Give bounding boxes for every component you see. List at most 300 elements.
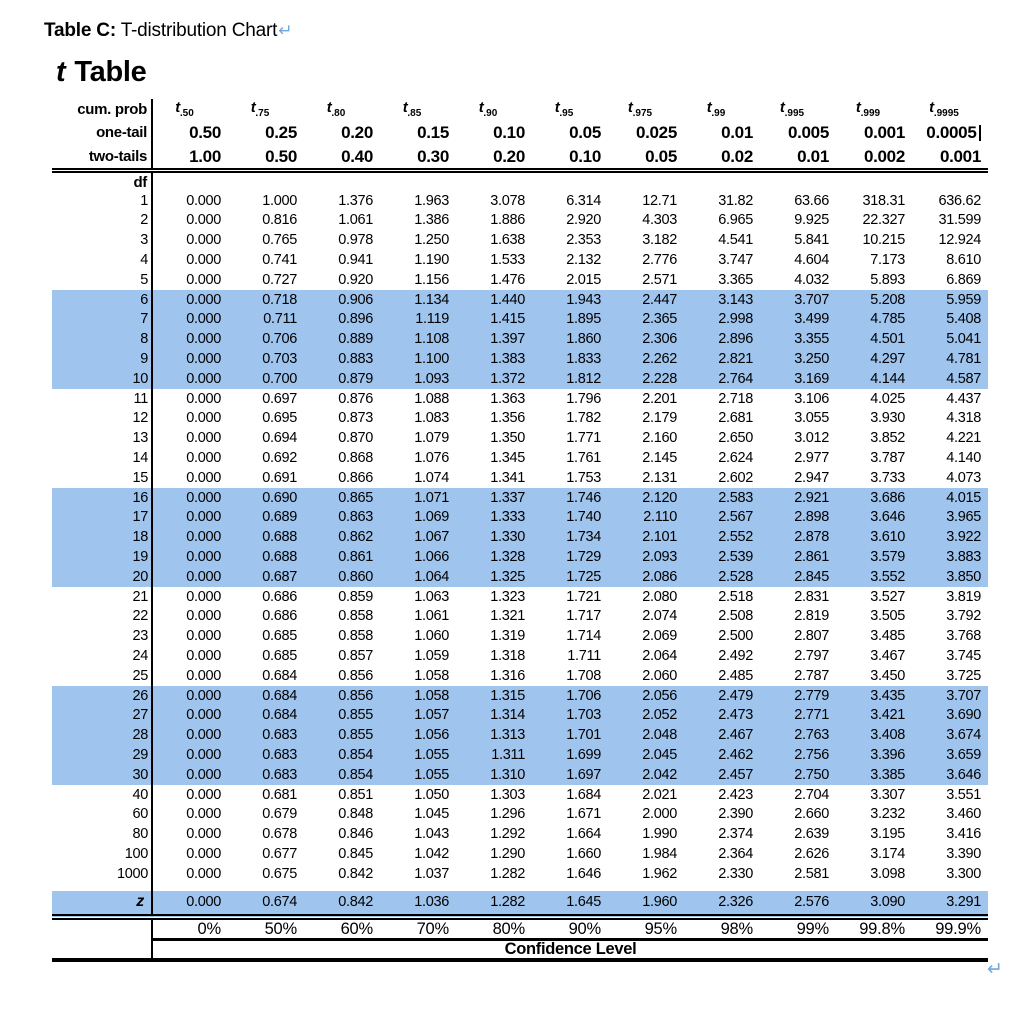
t-value-cell: 0.685	[262, 628, 297, 645]
percent-value: 98%	[684, 917, 760, 940]
empty-cell	[836, 884, 912, 891]
t-value-cell: 7.173	[870, 252, 905, 269]
t-value-cell: 1.134	[380, 290, 456, 310]
t-value-cell: 1.093	[380, 369, 456, 389]
t-value-cell: 0.000	[152, 547, 228, 567]
df-cell: 3	[52, 231, 152, 251]
confidence-row-spacer	[52, 940, 152, 960]
t-value-cell: 0.868	[338, 450, 373, 466]
one-tail-value: 0.05	[569, 123, 601, 142]
t-value-cell: 2.660	[794, 806, 829, 823]
t-column-header	[532, 99, 608, 120]
percent-value: 70%	[380, 917, 456, 940]
t-value-cell: 2.626	[794, 845, 829, 862]
table-row	[52, 745, 988, 765]
t-value-cell: 1.066	[380, 547, 456, 567]
one-tail-value: 0.50	[189, 123, 221, 142]
t-value-cell: 2.306	[608, 330, 684, 350]
t-value-cell: 0.703	[228, 349, 304, 369]
t-value-cell: 3.078	[490, 192, 525, 209]
t-value-cell: 4.073	[946, 469, 981, 486]
t-value-cell: 2.201	[642, 390, 677, 407]
df-cell: 23	[52, 627, 152, 647]
t-value-cell: 0.883	[304, 349, 380, 369]
t-value-cell: 0.000	[186, 252, 221, 269]
percent-value: 99.8%	[836, 917, 912, 940]
t-value-cell: 0.694	[262, 430, 297, 447]
t-value-cell: 0.000	[186, 192, 221, 209]
t-column-header	[152, 99, 228, 120]
t-value-cell: 1.708	[566, 667, 601, 684]
t-subscript: .75	[255, 108, 270, 119]
df-cell: 25	[52, 666, 152, 686]
t-value-cell: 1.440	[456, 290, 532, 310]
t-symbol: t	[175, 99, 180, 116]
t-value-cell: 0.683	[228, 745, 304, 765]
t-value-cell: 3.416	[946, 826, 981, 843]
percent-value: 60%	[304, 917, 380, 940]
t-value-cell: 3.852	[870, 430, 905, 447]
t-value-cell: 2.500	[718, 628, 753, 645]
table-row	[52, 686, 988, 706]
t-value-cell: 2.423	[718, 786, 753, 803]
t-value-cell: 1.316	[490, 667, 525, 684]
empty-cell	[912, 884, 988, 891]
df-cell: 22	[52, 607, 152, 627]
df-cell: 20	[52, 567, 152, 587]
df-cell: 30	[52, 765, 152, 785]
t-value-cell: 2.365	[608, 310, 684, 330]
t-value-cell: 0.683	[228, 726, 304, 746]
t-value-cell: 3.747	[718, 252, 753, 269]
z-value-cell: 0.842	[304, 891, 380, 917]
t-value-cell: 1.363	[490, 390, 525, 407]
one-tail-value: 0.20	[341, 123, 373, 142]
spacer-cell	[52, 884, 152, 891]
df-cell: 60	[52, 805, 152, 825]
t-value-cell: 3.467	[870, 647, 905, 664]
t-value-cell: 2.797	[794, 647, 829, 664]
t-value-cell: 1.037	[414, 865, 449, 882]
t-value-cell: 2.021	[642, 786, 677, 803]
t-value-cell: 2.718	[718, 390, 753, 407]
t-value-cell: 0.681	[262, 786, 297, 803]
one-tail-value: 0.01	[721, 123, 753, 142]
t-column-header	[836, 99, 912, 120]
t-value-cell: 3.527	[870, 588, 905, 605]
t-subscript: .85	[407, 108, 422, 119]
t-value-cell: 3.390	[946, 845, 981, 862]
table-row	[52, 547, 988, 567]
t-value-cell: 0.688	[228, 528, 304, 548]
table-heading-t: t	[56, 56, 66, 88]
t-value-cell: 1.000	[262, 192, 297, 209]
t-value-cell: 1.729	[532, 547, 608, 567]
t-value-cell: 0.861	[304, 547, 380, 567]
two-tails-value: 0.001	[912, 145, 988, 170]
t-value-cell: 1.067	[380, 528, 456, 548]
t-value-cell: 3.733	[870, 469, 905, 486]
t-subscript: .50	[179, 108, 194, 119]
t-value-cell: 2.898	[760, 508, 836, 528]
t-value-cell: 0.863	[304, 508, 380, 528]
t-value-cell: 2.069	[642, 628, 677, 645]
t-subscript: .90	[483, 108, 498, 119]
t-value-cell: 636.62	[938, 192, 981, 209]
df-cell: 12	[52, 409, 152, 429]
t-value-cell: 3.579	[836, 547, 912, 567]
table-row	[52, 785, 988, 805]
t-value-cell: 3.725	[946, 667, 981, 684]
t-value-cell: 2.131	[642, 469, 677, 486]
t-value-cell: 3.674	[912, 726, 988, 746]
t-value-cell: 1.962	[642, 865, 677, 882]
t-value-cell: 0.848	[338, 806, 373, 823]
t-value-cell: 0.684	[228, 706, 304, 726]
t-value-cell: 1.310	[456, 765, 532, 785]
t-value-cell: 4.604	[794, 252, 829, 269]
t-value-cell: 2.947	[794, 469, 829, 486]
t-value-cell: 3.174	[870, 845, 905, 862]
t-value-cell: 2.060	[642, 667, 677, 684]
t-value-cell: 2.056	[608, 686, 684, 706]
t-value-cell: 0.000	[186, 845, 221, 862]
t-value-cell: 2.462	[684, 745, 760, 765]
t-value-cell: 0.685	[262, 647, 297, 664]
t-value-cell: 3.552	[836, 567, 912, 587]
t-value-cell: 1.812	[532, 369, 608, 389]
t-value-cell: 2.042	[608, 765, 684, 785]
t-value-cell: 1.058	[414, 667, 449, 684]
t-value-cell: 1.290	[490, 845, 525, 862]
t-value-cell: 1.833	[532, 349, 608, 369]
t-value-cell: 1.108	[380, 330, 456, 350]
t-value-cell: 0.846	[338, 826, 373, 843]
t-subscript: .80	[331, 108, 346, 119]
t-value-cell: 1.746	[532, 488, 608, 508]
table-row	[52, 488, 988, 508]
t-value-cell: 0.858	[338, 608, 373, 625]
table-row	[52, 191, 988, 211]
t-value-cell: 2.179	[642, 410, 677, 427]
t-value-cell: 2.807	[794, 628, 829, 645]
t-value-cell: 3.460	[946, 806, 981, 823]
t-subscript: .975	[632, 108, 653, 119]
t-value-cell: 2.771	[760, 706, 836, 726]
two-tails-value: 0.02	[684, 145, 760, 170]
t-column-header	[684, 99, 760, 120]
table-row	[52, 330, 988, 350]
t-value-cell: 1.943	[532, 290, 608, 310]
t-value-cell: 1.119	[380, 310, 456, 330]
t-value-cell: 0.700	[228, 369, 304, 389]
confidence-row	[52, 940, 988, 960]
z-value-cell: 2.576	[760, 891, 836, 917]
t-value-cell: 3.169	[760, 369, 836, 389]
t-value-cell: 1.341	[490, 469, 525, 486]
t-value-cell: 3.883	[912, 547, 988, 567]
t-value-cell: 1.397	[456, 330, 532, 350]
t-value-cell: 4.318	[946, 410, 981, 427]
t-value-cell: 1.895	[532, 310, 608, 330]
two-tails-value: 0.01	[760, 145, 836, 170]
t-value-cell: 2.750	[760, 765, 836, 785]
t-value-cell: 0.697	[262, 390, 297, 407]
df-cell: 11	[52, 389, 152, 409]
percent-value: 0%	[152, 917, 228, 940]
t-value-cell: 1.328	[456, 547, 532, 567]
t-value-cell: 1.055	[380, 745, 456, 765]
t-value-cell: 3.499	[760, 310, 836, 330]
t-value-cell: 1.079	[414, 430, 449, 447]
t-value-cell: 0.000	[186, 271, 221, 288]
t-value-cell: 3.768	[946, 628, 981, 645]
t-value-cell: 2.080	[642, 588, 677, 605]
t-value-cell: 2.145	[642, 450, 677, 466]
t-value-cell: 3.396	[836, 745, 912, 765]
t-value-cell: 3.012	[794, 430, 829, 447]
t-value-cell: 12.924	[938, 232, 981, 249]
t-value-cell: 0.000	[152, 488, 228, 508]
t-value-cell: 0.865	[304, 488, 380, 508]
t-symbol: t	[855, 99, 861, 116]
t-value-cell: 2.878	[760, 528, 836, 548]
t-value-cell: 3.792	[946, 608, 981, 625]
empty-cell	[380, 884, 456, 891]
percent-value: 90%	[532, 917, 608, 940]
t-value-cell: 2.457	[684, 765, 760, 785]
t-value-cell: 3.300	[946, 865, 981, 882]
t-value-cell: 3.646	[836, 508, 912, 528]
t-value-cell: 2.763	[760, 726, 836, 746]
z-label: z	[52, 891, 152, 917]
t-value-cell: 0.727	[262, 271, 297, 288]
t-column-header	[760, 99, 836, 120]
t-value-cell: 2.093	[608, 547, 684, 567]
t-value-cell: 1.714	[566, 628, 601, 645]
t-value-cell: 1.058	[380, 686, 456, 706]
t-value-cell: 0.856	[338, 667, 373, 684]
t-value-cell: 1.383	[456, 349, 532, 369]
t-value-cell: 0.851	[338, 786, 373, 803]
t-value-cell: 2.650	[718, 430, 753, 447]
t-value-cell: 2.390	[718, 806, 753, 823]
t-subscript: .999	[860, 108, 881, 119]
t-value-cell: 2.921	[760, 488, 836, 508]
t-value-cell: 0.873	[338, 410, 373, 427]
t-value-cell: 0.711	[228, 310, 304, 330]
t-column-header	[912, 99, 988, 120]
percent-value: 99.9%	[912, 917, 988, 940]
t-value-cell: 0.000	[152, 349, 228, 369]
t-value-cell: 5.041	[912, 330, 988, 350]
t-value-cell: 1.250	[414, 232, 449, 249]
t-value-cell: 1.050	[414, 786, 449, 803]
t-value-cell: 0.000	[152, 765, 228, 785]
t-value-cell: 3.055	[794, 410, 829, 427]
t-value-cell: 3.690	[912, 706, 988, 726]
t-value-cell: 5.959	[912, 290, 988, 310]
df-cell: 2	[52, 211, 152, 231]
t-value-cell: 1.064	[380, 567, 456, 587]
t-value-cell: 0.941	[338, 252, 373, 269]
one-tail-value: 0.025	[635, 123, 677, 142]
t-value-cell: 0.741	[262, 252, 297, 269]
t-value-cell: 1.303	[490, 786, 525, 803]
table-row	[52, 508, 988, 528]
t-value-cell: 0.870	[338, 430, 373, 447]
t-value-cell: 9.925	[794, 212, 829, 229]
t-value-cell: 1.325	[456, 567, 532, 587]
t-value-cell: 1.296	[490, 806, 525, 823]
t-value-cell: 4.303	[642, 212, 677, 229]
t-value-cell: 2.000	[642, 806, 677, 823]
t-value-cell: 0.000	[152, 745, 228, 765]
table-row	[52, 448, 988, 468]
t-value-cell: 2.764	[684, 369, 760, 389]
t-value-cell: 0.842	[338, 865, 373, 882]
t-value-cell: 2.045	[608, 745, 684, 765]
t-value-cell: 1.664	[566, 826, 601, 843]
t-value-cell: 1.782	[566, 410, 601, 427]
t-value-cell: 1.088	[414, 390, 449, 407]
one-tail-label: one-tail	[52, 120, 152, 145]
t-value-cell: 2.015	[566, 271, 601, 288]
t-value-cell: 2.896	[684, 330, 760, 350]
t-value-cell: 2.787	[794, 667, 829, 684]
t-symbol: t	[326, 99, 332, 116]
t-value-cell: 1.043	[414, 826, 449, 843]
t-value-cell: 0.000	[186, 826, 221, 843]
t-value-cell: 2.819	[794, 608, 829, 625]
t-value-cell: 0.000	[152, 706, 228, 726]
t-value-cell: 2.467	[684, 726, 760, 746]
table-row	[52, 369, 988, 389]
t-value-cell: 2.048	[608, 726, 684, 746]
table-row	[52, 805, 988, 825]
t-value-cell: 0.000	[186, 469, 221, 486]
percent-value: 80%	[456, 917, 532, 940]
df-cell: 9	[52, 349, 152, 369]
t-value-cell: 0.000	[186, 647, 221, 664]
t-value-cell: 0.879	[304, 369, 380, 389]
df-cell: 26	[52, 686, 152, 706]
t-value-cell: 0.686	[262, 608, 297, 625]
t-value-cell: 2.364	[718, 845, 753, 862]
t-value-cell: 0.679	[262, 806, 297, 823]
t-value-cell: 3.232	[870, 806, 905, 823]
t-value-cell: 0.000	[186, 390, 221, 407]
t-value-cell: 6.314	[566, 192, 601, 209]
t-value-cell: 1.753	[566, 469, 601, 486]
t-value-cell: 4.221	[946, 430, 981, 447]
table-row	[52, 646, 988, 666]
t-value-cell: 1.156	[414, 271, 449, 288]
t-value-cell: 4.032	[794, 271, 829, 288]
one-tail-value: 0.001	[863, 123, 905, 142]
t-value-cell: 1.056	[380, 726, 456, 746]
percent-value: 50%	[228, 917, 304, 940]
t-value-cell: 2.920	[566, 212, 601, 229]
t-value-cell: 4.785	[836, 310, 912, 330]
empty-cell	[684, 170, 760, 191]
t-value-cell: 2.845	[760, 567, 836, 587]
t-value-cell: 0.000	[152, 369, 228, 389]
t-value-cell: 2.581	[794, 865, 829, 882]
t-value-cell: 0.906	[304, 290, 380, 310]
df-cell: 24	[52, 646, 152, 666]
t-value-cell: 2.998	[684, 310, 760, 330]
t-value-cell: 5.841	[794, 232, 829, 249]
df-cell: 18	[52, 528, 152, 548]
t-value-cell: 31.599	[938, 212, 981, 229]
table-row	[52, 765, 988, 785]
t-value-cell: 63.66	[794, 192, 829, 209]
t-symbol: t	[929, 99, 934, 116]
table-row	[52, 607, 988, 627]
t-value-cell: 1.321	[490, 608, 525, 625]
table-heading	[56, 56, 146, 89]
t-value-cell: 0.000	[152, 567, 228, 587]
t-value-cell: 3.182	[642, 232, 677, 249]
empty-cell	[304, 170, 380, 191]
table-row	[52, 211, 988, 231]
t-subscript: .9995	[933, 108, 959, 119]
t-value-cell: 3.850	[912, 567, 988, 587]
z-value-cell: 1.282	[456, 891, 532, 917]
df-cell: 19	[52, 547, 152, 567]
t-value-cell: 3.450	[870, 667, 905, 684]
z-value-cell: 1.036	[380, 891, 456, 917]
t-value-cell: 1.372	[456, 369, 532, 389]
t-value-cell: 1.083	[414, 410, 449, 427]
t-value-cell: 1.315	[456, 686, 532, 706]
df-cell: 7	[52, 310, 152, 330]
empty-cell	[608, 884, 684, 891]
table-row	[52, 231, 988, 251]
two-tails-value: 1.00	[152, 145, 228, 170]
table-heading-rest: Table	[74, 56, 147, 88]
t-value-cell: 2.977	[794, 450, 829, 466]
t-value-cell: 2.539	[684, 547, 760, 567]
document-title	[44, 20, 292, 42]
t-value-cell: 2.473	[684, 706, 760, 726]
t-value-cell: 2.552	[684, 528, 760, 548]
t-value-cell: 2.479	[684, 686, 760, 706]
one-tail-value: 0.005	[787, 123, 829, 142]
t-value-cell: 10.215	[862, 232, 905, 249]
t-value-cell: 0.855	[304, 706, 380, 726]
table-row	[52, 844, 988, 864]
t-value-cell: 318.31	[862, 192, 905, 209]
t-value-cell: 1.376	[338, 192, 373, 209]
t-value-cell: 8.610	[946, 252, 981, 269]
t-value-cell: 2.602	[718, 469, 753, 486]
empty-cell	[304, 884, 380, 891]
t-value-cell: 1.734	[532, 528, 608, 548]
t-value-cell: 3.307	[870, 786, 905, 803]
table-row	[52, 468, 988, 488]
t-value-cell: 0.000	[152, 528, 228, 548]
t-value-cell: 3.922	[912, 528, 988, 548]
empty-cell	[760, 170, 836, 191]
t-value-cell: 3.143	[684, 290, 760, 310]
t-value-cell: 4.144	[836, 369, 912, 389]
table-row	[52, 270, 988, 290]
t-value-cell: 1.476	[490, 271, 525, 288]
df-cell: 29	[52, 745, 152, 765]
t-value-cell: 0.876	[338, 390, 373, 407]
